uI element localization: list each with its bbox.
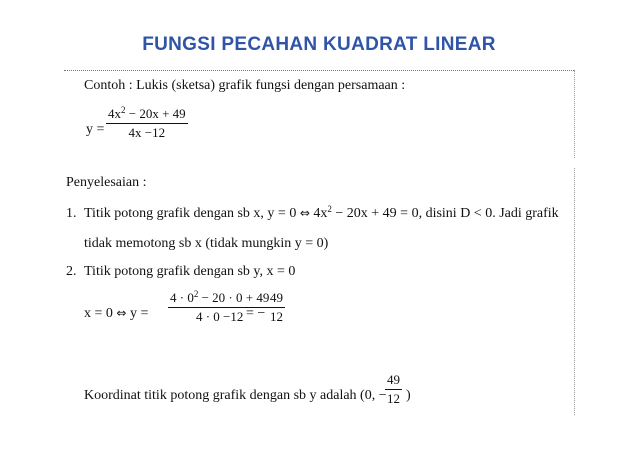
step1-line2: tidak memotong sb x (tidak mungkin y = 0) [84, 236, 329, 251]
substitution-equation-lhs: x = 0 ⇔ y = [84, 306, 149, 321]
solution-heading: Penyelesaian : [66, 175, 147, 190]
slide-title: FUNGSI PECAHAN KUADRAT LINEAR [142, 34, 496, 55]
example-equation-lhs: y = [86, 122, 105, 137]
substitution-result-fraction [268, 290, 285, 325]
step2-line1: Titik potong grafik dengan sb y, x = 0 [84, 264, 296, 279]
result-numerator: 49 [270, 290, 283, 305]
example-numerator: $4x^2 - 20x + 49$ [108, 105, 186, 121]
coordinate-fraction [385, 372, 402, 407]
example-fraction [106, 106, 188, 141]
coordinate-close-paren: ) [406, 388, 411, 403]
coordinate-numerator: 49 [387, 372, 400, 387]
coordinate-denominator: 12 [387, 391, 400, 406]
step1-number: 1. [66, 206, 77, 221]
result-denominator: 12 [270, 309, 283, 324]
substitution-equals: = − [246, 306, 266, 321]
example-box-right-border [574, 70, 575, 158]
substitution-numerator: $4 \cdot 0^2 - 20 \cdot 0 + 49$ [170, 289, 270, 305]
step2-number: 2. [66, 264, 77, 279]
example-heading: Contoh : Lukis (sketsa) grafik fungsi dengan persamaan : [84, 78, 406, 93]
solution-box-right-border [574, 168, 575, 415]
fraction-bar [106, 123, 188, 124]
example-denominator: 4x −12 [128, 125, 166, 140]
fraction-bar [385, 389, 402, 390]
coordinate-text: Koordinat titik potong grafik dengan sb y adalah (0, − [84, 388, 387, 403]
fraction-bar [268, 307, 285, 308]
step1-line1: Titik potong grafik dengan sb x, y = 0 ⇔ $4x^2 - 20x + 49 = 0$, disini D < 0. Jadi grafik [84, 204, 559, 221]
substitution-denominator: 4 · 0 −12 [195, 309, 244, 324]
